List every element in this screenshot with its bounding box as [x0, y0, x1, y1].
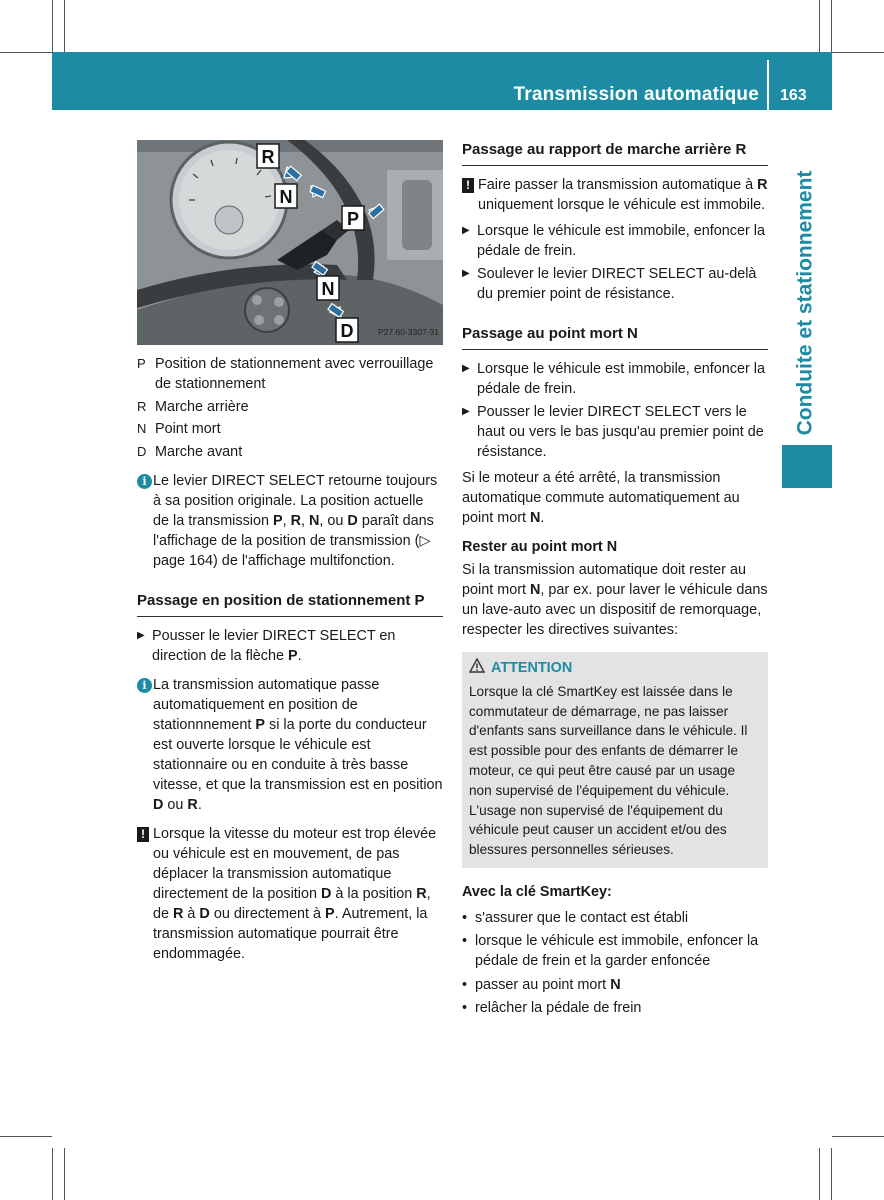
instruction-step: ▶ Soulever le levier DIRECT SELECT au-delà du premier point de résistance.: [462, 266, 757, 302]
step-arrow-icon: ▶: [462, 225, 470, 236]
right-column: [462, 140, 768, 1022]
legend-key: N: [137, 421, 147, 437]
crop-mark: [832, 1136, 884, 1137]
bullet-icon: •: [462, 909, 468, 926]
info-icon: i: [137, 474, 152, 489]
crop-mark: [0, 1136, 52, 1137]
header-divider: [767, 60, 769, 110]
subheading-stay-neutral: Rester au point mort N: [462, 539, 618, 555]
legend-text: Marche avant: [155, 443, 243, 460]
step-arrow-icon: ▶: [137, 629, 145, 641]
page-title: Transmission automatique: [513, 84, 759, 105]
info-icon: i: [137, 678, 152, 693]
caution-note: [137, 824, 443, 964]
caution-note: [462, 175, 768, 215]
legend-text: Point mort: [155, 421, 221, 438]
legend-key: R: [137, 398, 147, 414]
step-arrow-icon: ▶: [462, 268, 470, 279]
list-item: • s'assurer que le contact est établi: [462, 909, 689, 926]
crop-mark: [64, 0, 65, 52]
left-column: [137, 140, 443, 964]
legend-item: [137, 354, 443, 394]
figure-label-r: R: [261, 147, 275, 167]
section-heading-neutral: Passage au point mort N: [462, 324, 768, 350]
step-arrow-icon: ▶: [462, 406, 470, 417]
info-note: [137, 675, 443, 815]
bullet-icon: •: [462, 1000, 468, 1017]
crop-mark: [0, 52, 52, 53]
crop-mark: [819, 0, 820, 52]
figure-label-n-bottom: N: [321, 279, 335, 299]
caution-note-text: Faire passer la transmission automatique à R uniquement lorsque le véhicule est immobile.: [478, 177, 768, 213]
list-item: • passer au point mort N: [462, 976, 621, 993]
gear-lever-figure: [137, 140, 443, 345]
warning-text: Lorsque la clé SmartKey est laissée dans le commutateur de démarrage, ne pas laisser d'enfants sans surveillance dans le véhicule. Il est possible pour des enfants de démarrer le moteur, ce qui peut être causé par un usage non supervisé de l'équipement du véhicule. L'usage non supervisé de l'équipement du véhicule peut causer un accident et/ou des blessures personnelles sérieuses.: [469, 683, 748, 858]
section-tab: [780, 168, 830, 438]
list-item: • relâcher la pédale de frein: [462, 1000, 642, 1017]
crop-mark: [831, 0, 832, 52]
crop-mark: [819, 1148, 820, 1200]
figure-legend: [137, 354, 443, 462]
subheading-smartkey: Avec la clé SmartKey:: [462, 883, 612, 900]
instruction-step: ▶ Pousser le levier DIRECT SELECT vers le haut ou vers le bas jusqu'au premier point de résistance.: [462, 404, 764, 460]
info-note: [137, 471, 443, 571]
page-number: 163: [780, 87, 807, 104]
figure-label-d: D: [340, 321, 354, 341]
legend-item: [137, 442, 443, 462]
legend-text: Position de stationnement avec verrouillage de stationnement: [155, 356, 434, 392]
section-heading-reverse: Passage au rapport de marche arrière R: [462, 140, 768, 166]
bullet-icon: •: [462, 976, 468, 993]
figure-reference: P27.60-3307-31: [378, 327, 439, 337]
info-note-text: Le levier DIRECT SELECT retourne toujours à sa position originale. La position actuelle de la transmission P, R, N, ou D paraît dans l'affichage de la position de transmission (▷ page 164) de l'affichage multifonction.: [153, 472, 438, 569]
crop-mark: [52, 1148, 53, 1200]
crop-mark: [832, 52, 884, 53]
instruction-step: ▶ Pousser le levier DIRECT SELECT en direction de la flèche P.: [137, 627, 396, 664]
exclamation-icon: !: [462, 178, 474, 193]
figure-label-n-top: N: [279, 187, 293, 207]
crop-mark: [52, 0, 53, 52]
paragraph: Si la transmission automatique doit rester au point mort N, par ex. pour laver le véhicule dans un lave-auto avec un dispositif de remorquage, respecter les directives suivantes:: [462, 562, 768, 638]
section-tab-marker: [782, 445, 832, 488]
section-tab-label: Conduite et stationnement: [793, 170, 816, 436]
step-arrow-icon: ▶: [462, 363, 470, 374]
bullet-icon: •: [462, 933, 468, 950]
warning-box: [462, 652, 768, 868]
legend-item: [137, 397, 443, 417]
crop-mark: [64, 1148, 65, 1200]
list-item: • lorsque le véhicule est immobile, enfoncer la pédale de frein et la garder enfoncée: [462, 933, 759, 970]
gear-lever-illustration: [137, 140, 443, 345]
crop-mark: [831, 1148, 832, 1200]
legend-text: Marche arrière: [155, 398, 249, 415]
section-heading-park: Passage en position de stationnement P: [137, 591, 443, 617]
caution-note-text: Lorsque la vitesse du moteur est trop élevée ou véhicule est en mouvement, de pas déplacer la transmission automatique directement de la position D à la position R, de R à D ou directement à P. Autrement, la transmission automatique pourrait être endommagée.: [153, 825, 437, 962]
warning-title: ATTENTION: [491, 659, 573, 676]
instruction-step: ▶ Lorsque le véhicule est immobile, enfoncer la pédale de frein.: [462, 361, 765, 397]
paragraph: Si le moteur a été arrêté, la transmission automatique commute automatiquement au point mort N.: [462, 470, 740, 526]
legend-key: D: [137, 443, 147, 459]
legend-key: P: [137, 356, 146, 371]
figure-label-p: P: [346, 209, 360, 229]
legend-item: [137, 419, 443, 439]
exclamation-icon: !: [137, 827, 149, 842]
info-note-text: La transmission automatique passe automatiquement en position de stationnnement P si la porte du conducteur est ouverte lorsque le véhicule est stationnaire ou en conduite à très basse vitesse, et que la transmission est en position D ou R.: [153, 676, 443, 813]
instruction-step: ▶ Lorsque le véhicule est immobile, enfoncer la pédale de frein.: [462, 223, 765, 259]
warning-triangle-icon: [469, 658, 491, 679]
